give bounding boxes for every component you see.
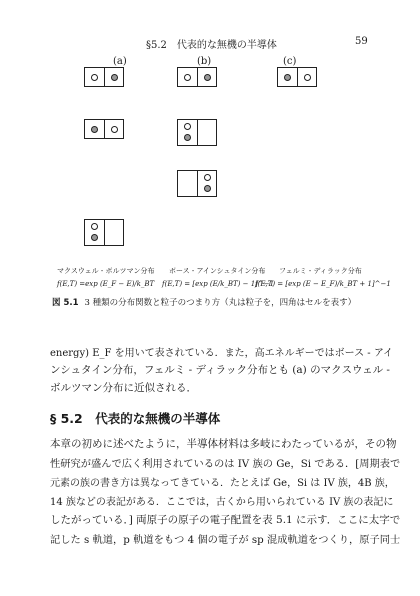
particle — [91, 223, 98, 230]
figure-caption — [52, 296, 356, 308]
cell-pair — [177, 67, 217, 87]
text-line: energy) E_F を用いて表されている．また，高エネルギーではボース - アイ — [50, 348, 393, 359]
particle — [204, 185, 211, 192]
particle — [284, 74, 291, 81]
column-label-b: (b) — [197, 56, 212, 67]
text-line: ンシュタイン分布，フェルミ - ディラック分布とも (a) のマクスウェル - — [50, 364, 390, 376]
distribution-label-c: フェルミ - ディラック分布 — [279, 267, 362, 275]
section-title: § 5.2 代表的な無機の半導体 — [50, 411, 221, 426]
column-label-c: (c) — [283, 56, 297, 67]
particle — [111, 126, 118, 133]
text-line: 元素の族の書き方は異なってきている．たとえば Ge，Si は IV 族，4B 族， — [50, 478, 395, 489]
particle — [204, 74, 211, 81]
text-line: したがっている．] 両原子の原子の電子配置を表 5.1 に示す．ここに太字で — [50, 514, 401, 526]
particle — [91, 74, 98, 81]
particle — [91, 126, 98, 133]
column-label-a: (a) — [113, 56, 127, 67]
formula-c: f(E,T) = [exp (E − E_F)/k_BT + 1]^−1 — [255, 280, 391, 288]
text-line: 性研究が盛んで広く利用されているのは IV 族の Ge，Si である．[周期表で — [50, 458, 401, 470]
text-line: 本章の初めに述べたように，半導体材料は多岐にわたっているが，その物 — [50, 438, 397, 450]
page-number: 59 — [355, 36, 368, 47]
section-header: §5.2 代表的な無機の半導体 — [146, 40, 277, 51]
cell-pair — [84, 219, 124, 246]
distribution-label-b: ボース - アインシュタイン分布 — [169, 267, 266, 275]
cell-pair — [84, 67, 124, 87]
text-line: 14 族などの表記がある．ここでは，古くから用いられている IV 族の表記に — [50, 497, 394, 508]
particle — [184, 123, 191, 130]
text-line: 記した s 軌道，p 軌道をもつ 4 個の電子が sp 混成軌道をつくり，原子同士 — [50, 534, 401, 546]
cell-pair — [84, 119, 124, 139]
cell-pair — [177, 119, 217, 146]
particle — [184, 134, 191, 141]
cell-pair — [277, 67, 317, 87]
particle — [204, 174, 211, 181]
caption-text: 3 種類の分布関数と粒子のつまり方（丸は粒子を，四角はセルを表す） — [84, 298, 357, 308]
cell-pair — [177, 170, 217, 197]
formula-a: f(E,T) =exp (E_F − E)/k_BT — [57, 280, 155, 288]
running-header — [0, 36, 420, 50]
particle — [304, 74, 311, 81]
distribution-label-a: マクスウェル - ボルツマン分布 — [57, 267, 155, 275]
text-line: ボルツマン分布に近似される． — [50, 382, 197, 394]
particle — [111, 74, 118, 81]
formula-b: f(E,T) = [exp (E/k_BT) − 1]^−1 — [162, 280, 275, 288]
particle — [184, 74, 191, 81]
caption-label: 図 5.1 — [52, 298, 79, 308]
particle — [91, 234, 98, 241]
